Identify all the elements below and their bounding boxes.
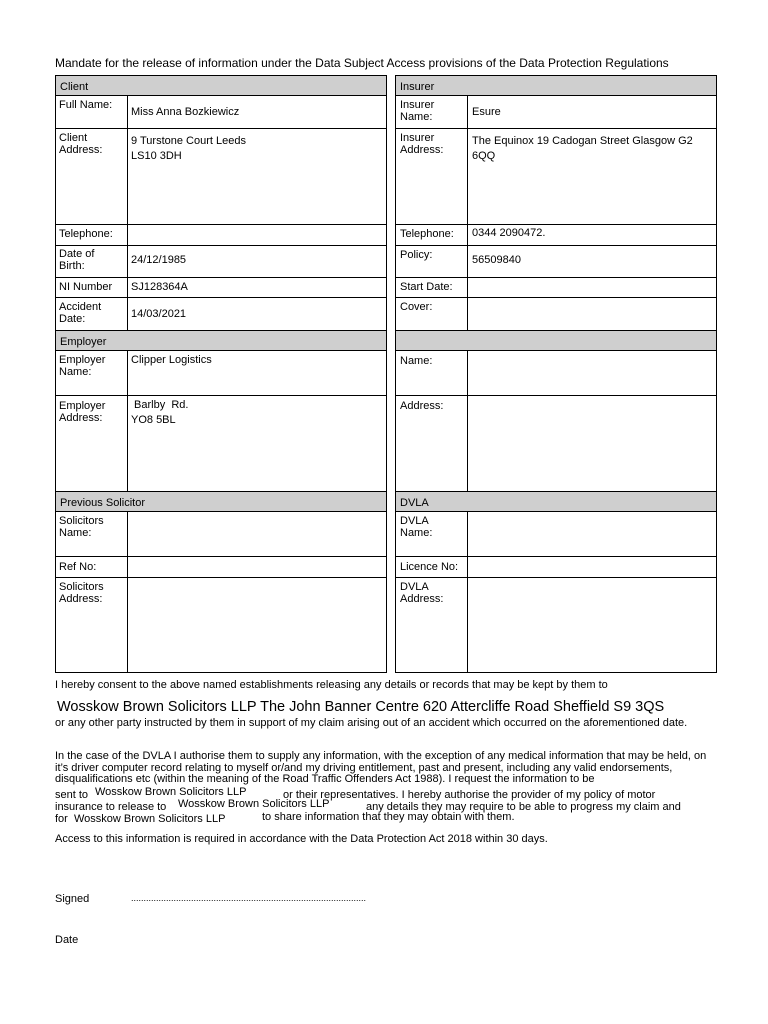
ni-number-label: NI Number bbox=[59, 281, 113, 293]
dvla-address-label: DVLA Address: bbox=[400, 581, 444, 605]
access-text: Access to this information is required in accordance with the Data Protection Act 2018 within 30 days. bbox=[55, 833, 548, 845]
full-name-label: Full Name: bbox=[59, 99, 113, 111]
insurer-name-value[interactable]: Esure bbox=[472, 106, 501, 118]
full-name-value[interactable]: Miss Anna Bozkiewicz bbox=[131, 106, 240, 118]
share-info-text: to share information that they may obtain with them. bbox=[262, 811, 515, 823]
insurer-telephone-value[interactable]: 0344 2090472. bbox=[472, 227, 546, 239]
dob-label: Date of Birth: bbox=[59, 248, 95, 272]
other-address-label: Address: bbox=[400, 400, 444, 412]
solicitors-name-label: Solicitors Name: bbox=[59, 515, 104, 539]
insurer-header: Insurer bbox=[396, 76, 716, 96]
accident-date-label: Accident Date: bbox=[59, 301, 102, 325]
representatives-text: or their representatives. I hereby authorise the provider of my policy of motor bbox=[283, 789, 656, 801]
client-address-label: Client Address: bbox=[59, 132, 103, 156]
accident-date-value[interactable]: 14/03/2021 bbox=[131, 308, 187, 320]
solicitor-name-2[interactable]: Wosskow Brown Solicitors LLP bbox=[178, 798, 330, 810]
other-name-label: Name: bbox=[400, 355, 433, 367]
other-header bbox=[396, 330, 716, 351]
insurer-name-label: Insurer Name: bbox=[400, 99, 435, 123]
dvla-name-label: DVLA Name: bbox=[400, 515, 433, 539]
insurance-release-label: insurance to release to bbox=[55, 801, 167, 813]
solicitor-name-3[interactable]: Wosskow Brown Solicitors LLP bbox=[74, 813, 226, 825]
insurer-telephone-label: Telephone: bbox=[400, 228, 454, 240]
insurer-address-value[interactable]: The Equinox 19 Cadogan Street Glasgow G2 6QQ bbox=[472, 135, 693, 162]
signature-line[interactable]: .............................................................................................. bbox=[131, 893, 367, 903]
employer-address-label: Employer Address: bbox=[59, 400, 106, 424]
solicitor-name-1[interactable]: Wosskow Brown Solicitors LLP bbox=[95, 786, 247, 798]
policy-value[interactable]: 56509840 bbox=[472, 254, 521, 266]
sent-to-label: sent to bbox=[55, 789, 89, 801]
progress-claim-text: any details they may require to be able to progress my claim and bbox=[366, 801, 681, 813]
licence-no-label: Licence No: bbox=[400, 561, 459, 573]
insurer-address-label: Insurer Address: bbox=[400, 132, 444, 156]
dvla-paragraph: In the case of the DVLA I authorise them to supply any information, with the exception of any medical information that may be held, on it’s driver computer record relating to myself or/and my driving entitlement, past and present, including any valid endorsements, disqualifications etc (within the meaning of the Road Traffic Offenders Act 1988). I request the information to be bbox=[55, 750, 707, 785]
policy-label: Policy: bbox=[400, 249, 433, 261]
employer-name-value[interactable]: Clipper Logistics bbox=[131, 354, 212, 366]
employer-name-label: Employer Name: bbox=[59, 354, 106, 378]
start-date-label: Start Date: bbox=[400, 281, 453, 293]
page-title: Mandate for the release of information under the Data Subject Access provisions of the Data Protection Regulations bbox=[55, 56, 669, 70]
ref-no-label: Ref No: bbox=[59, 561, 97, 573]
signed-label: Signed bbox=[55, 893, 90, 905]
consent-continued: or any other party instructed by them in support of my claim arising out of an accident which occurred on the aforementioned date. bbox=[55, 717, 688, 729]
solicitors-address-label: Solicitors Address: bbox=[59, 581, 104, 605]
client-header: Client bbox=[56, 76, 386, 96]
for-label: for bbox=[55, 813, 68, 825]
ni-number-value[interactable]: SJ128364A bbox=[131, 281, 188, 293]
dob-value[interactable]: 24/12/1985 bbox=[131, 254, 187, 266]
consent-text: I hereby consent to the above named establishments releasing any details or records that may be kept by them to bbox=[55, 679, 608, 691]
cover-label: Cover: bbox=[400, 301, 433, 313]
client-address-value[interactable]: 9 Turstone Court Leeds LS10 3DH bbox=[131, 135, 246, 162]
employer-header: Employer bbox=[56, 330, 386, 351]
previous-solicitor-header: Previous Solicitor bbox=[56, 491, 386, 512]
dvla-header: DVLA bbox=[396, 491, 716, 512]
employer-address-value[interactable]: Barlby Rd. YO8 5BL bbox=[131, 399, 189, 426]
solicitor-full-address: Wosskow Brown Solicitors LLP The John Banner Centre 620 Attercliffe Road Sheffield S9 3QS bbox=[57, 699, 665, 715]
client-telephone-label: Telephone: bbox=[59, 228, 113, 240]
date-label: Date bbox=[55, 934, 79, 946]
